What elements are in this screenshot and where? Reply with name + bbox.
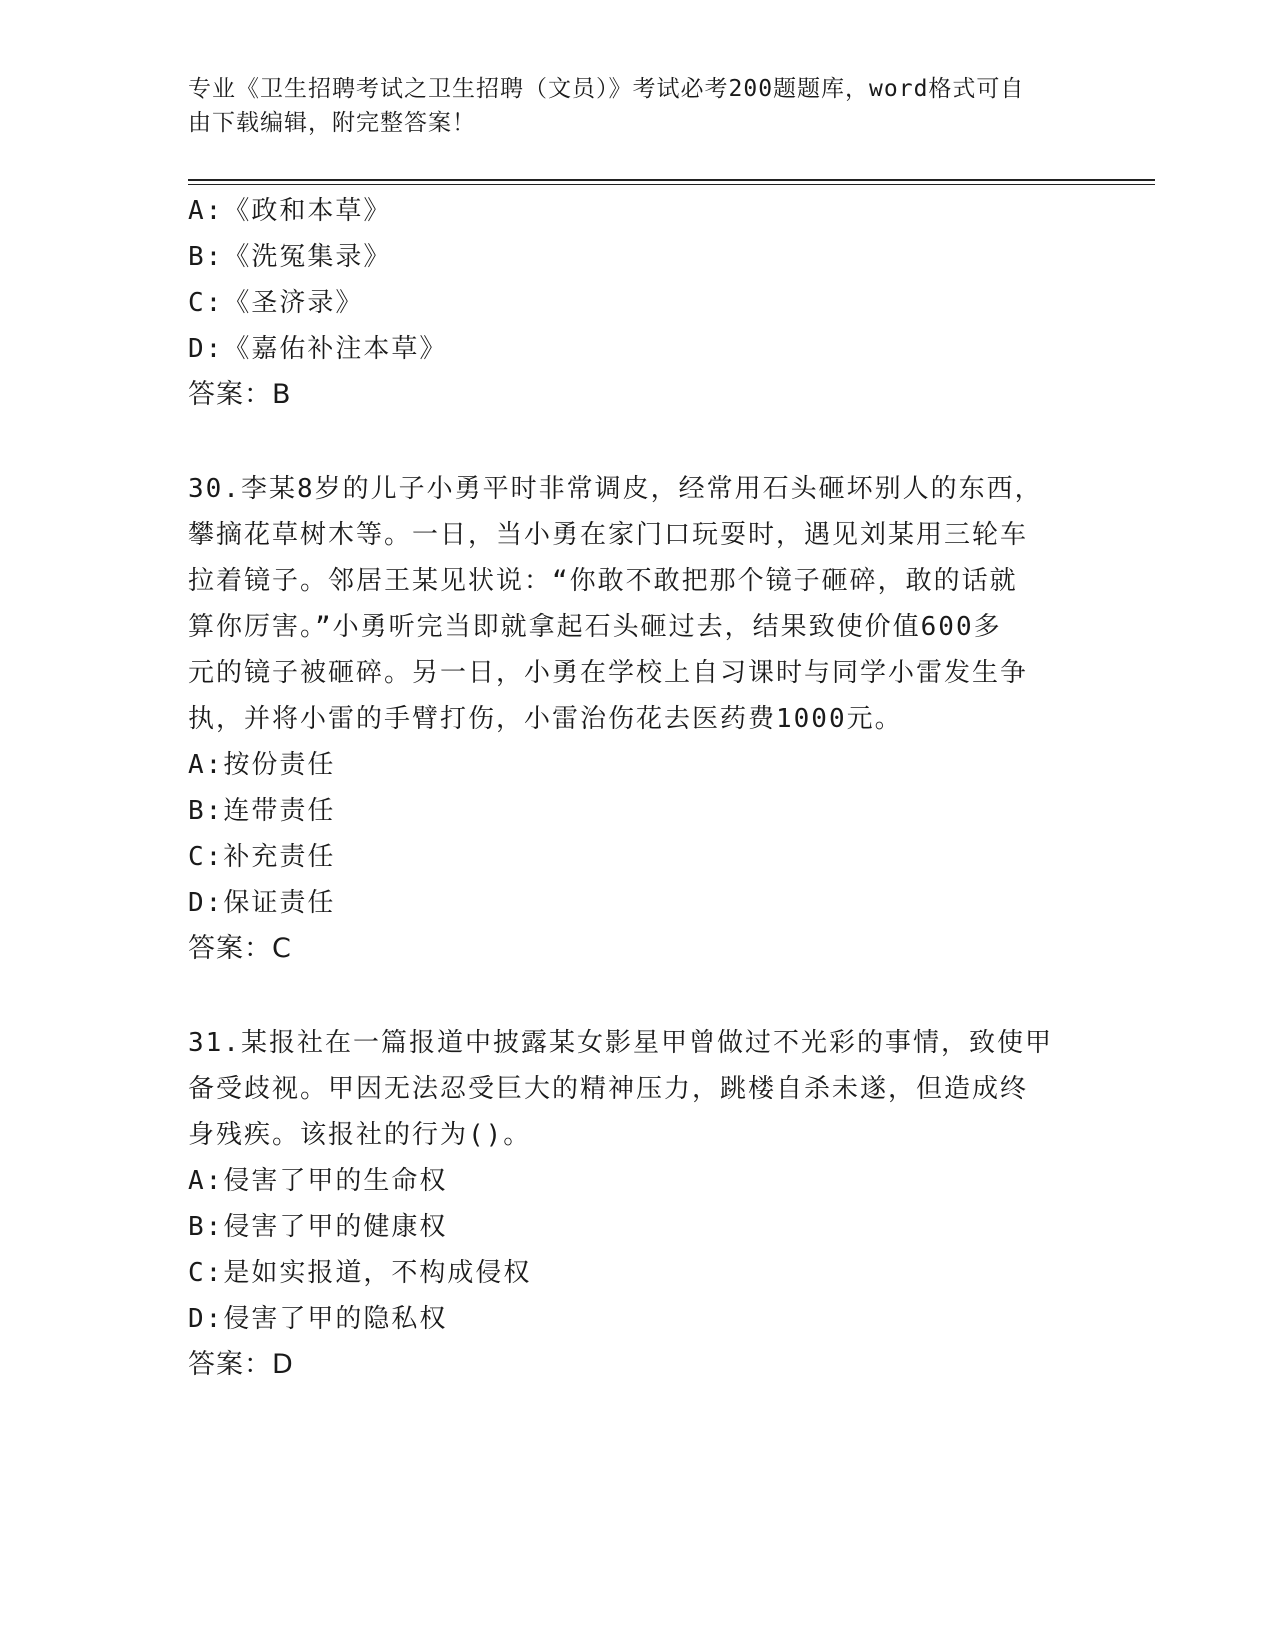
option-b: B:连带责任 (188, 796, 336, 826)
option-c: C:补充责任 (188, 842, 336, 872)
question-text-line: 元的镜子被砸碎。另一日，小勇在学校上自习课时与同学小雷发生争 (188, 658, 1029, 688)
question-text-line: 31.某报社在一篇报道中披露某女影星甲曾做过不光彩的事情，致使甲 (188, 1028, 1053, 1058)
option-b: B:侵害了甲的健康权 (188, 1212, 448, 1242)
question-text-line: 攀摘花草树木等。一日，当小勇在家门口玩耍时，遇见刘某用三轮车 (188, 520, 1029, 550)
question-30 (188, 466, 1078, 972)
option-d: D:侵害了甲的隐私权 (188, 1304, 448, 1334)
option-b: B:《洗冤集录》 (188, 242, 392, 272)
question-text-line: 30.李某8岁的儿子小勇平时非常调皮，经常用石头砸坏别人的东西， (188, 474, 1043, 504)
question-text-line: 算你厉害。”小勇听完当即就拿起石头砸过去，结果致使价值600多 (188, 612, 1002, 642)
header-divider-thin (188, 184, 1155, 185)
question-text-line: 执，并将小雷的手臂打伤，小雷治伤花去医药费1000元。 (188, 704, 903, 734)
option-a: A:按份责任 (188, 750, 336, 780)
option-a: A:《政和本草》 (188, 196, 392, 226)
question-text-line: 身残疾。该报社的行为()。 (188, 1120, 532, 1150)
document-header (188, 72, 1068, 140)
header-line-1: 专业《卫生招聘考试之卫生招聘（文员）》考试必考200题题库，word格式可自 (188, 76, 1025, 102)
option-c: C:是如实报道，不构成侵权 (188, 1258, 532, 1288)
question-text-line: 备受歧视。甲因无法忍受巨大的精神压力，跳楼自杀未遂，但造成终 (188, 1074, 1029, 1104)
question-text-line: 拉着镜子。邻居王某见状说：“你敢不敢把那个镜子砸碎，敢的话就 (188, 566, 1018, 596)
answer-line: 答案：B (188, 379, 292, 410)
question-31 (188, 1020, 1078, 1388)
option-c: C:《圣济录》 (188, 288, 364, 318)
option-a: A:侵害了甲的生命权 (188, 1166, 448, 1196)
answer-line: 答案：C (188, 933, 292, 964)
header-divider (188, 179, 1155, 181)
header-line-2: 由下载编辑，附完整答案！ (188, 110, 476, 136)
document-body (188, 188, 1078, 1388)
option-d: D:《嘉佑补注本草》 (188, 334, 448, 364)
answer-line: 答案：D (188, 1349, 294, 1380)
option-d: D:保证责任 (188, 888, 336, 918)
question-29-continued (188, 188, 1078, 418)
